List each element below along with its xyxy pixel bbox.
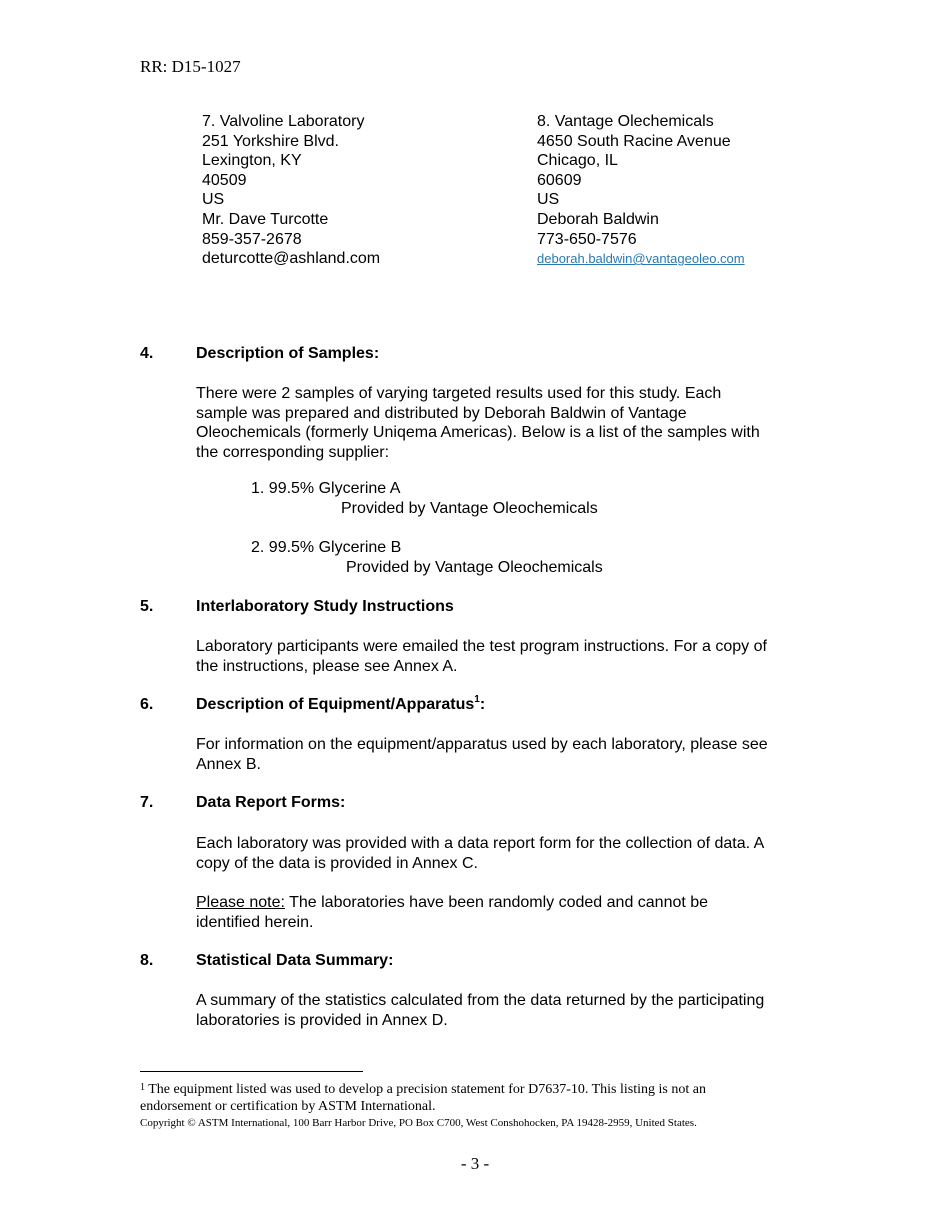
sample-2-name: 2. 99.5% Glycerine B	[251, 539, 402, 556]
section-5-number: 5.	[140, 598, 154, 615]
section-8-number: 8.	[140, 952, 154, 969]
section-6-body	[196, 735, 826, 774]
report-id: RR: D15-1027	[140, 57, 241, 76]
lab-7-country: US	[202, 191, 225, 209]
note-text-line2: identified herein.	[196, 913, 314, 931]
page-number: - 3 -	[460, 1154, 490, 1173]
lab-7-name: 7. Valvoline Laboratory	[202, 113, 365, 130]
footnote-reference: 1	[474, 694, 480, 705]
section-8-title: Statistical Data Summary:	[196, 952, 394, 969]
section-4-line: sample was prepared and distributed by Deborah Baldwin of Vantage	[196, 404, 687, 422]
footnote	[140, 1081, 706, 1115]
sample-1-name: 1. 99.5% Glycerine A	[251, 480, 401, 497]
section-8-body	[196, 991, 826, 1030]
lab-8-street: 4650 South Racine Avenue	[537, 132, 731, 150]
lab-address-8	[537, 112, 745, 269]
lab-7-zip: 40509	[202, 171, 247, 189]
lab-7-contact: Mr. Dave Turcotte	[202, 210, 329, 228]
section-4-line: There were 2 samples of varying targeted results used for this study. Each	[196, 385, 722, 402]
section-4-title: Description of Samples:	[196, 345, 380, 362]
footnote-text: The equipment listed was used to develop a precision statement for D7637-10. This listing is not an	[145, 1082, 706, 1097]
section-6-title	[196, 696, 485, 714]
lab-8-city: Chicago, IL	[537, 152, 618, 170]
lab-8-zip: 60609	[537, 171, 582, 189]
section-6-title-text: Description of Equipment/Apparatus	[196, 696, 475, 713]
section-6-line: Annex B.	[196, 755, 261, 773]
section-7-line: copy of the data is provided in Annex C.	[196, 854, 478, 872]
section-7-line: Each laboratory was provided with a data report form for the collection of data. A	[196, 835, 765, 852]
section-4-body	[196, 384, 826, 462]
section-5-line: Laboratory participants were emailed the test program instructions. For a copy of	[196, 638, 767, 655]
section-6-title-suffix: :	[479, 696, 486, 713]
section-6-line: For information on the equipment/apparatus used by each laboratory, please see	[196, 736, 768, 753]
lab-7-email: deturcotte@ashland.com	[202, 250, 381, 268]
section-4-line: the corresponding supplier:	[196, 443, 390, 461]
section-4-line: Oleochemicals (formerly Uniqema Americas). Below is a list of the samples with	[196, 424, 760, 442]
section-5-body	[196, 637, 826, 676]
lab-8-phone: 773-650-7576	[537, 230, 637, 248]
section-4-number: 4.	[140, 345, 154, 362]
lab-address-7	[202, 112, 380, 269]
note-label: Please note:	[196, 894, 285, 911]
sample-2-provider: Provided by Vantage Oleochemicals	[346, 559, 603, 576]
section-7-body	[196, 834, 826, 873]
footnote-mark: 1	[140, 1082, 145, 1093]
section-8-line: laboratories is provided in Annex D.	[196, 1011, 448, 1029]
section-5-line: the instructions, please see Annex A.	[196, 657, 458, 675]
section-7-number: 7.	[140, 794, 154, 811]
section-7-title: Data Report Forms:	[196, 794, 346, 811]
lab-7-phone: 859-357-2678	[202, 230, 302, 248]
section-7-note	[196, 893, 826, 932]
lab-8-name: 8. Vantage Olechemicals	[537, 113, 714, 130]
section-6-number: 6.	[140, 696, 154, 713]
section-8-line: A summary of the statistics calculated from the data returned by the participating	[196, 992, 765, 1009]
copyright-notice: Copyright © ASTM International, 100 Barr Harbor Drive, PO Box C700, West Conshohocken, PA 19428-2959, United States.	[140, 1117, 697, 1129]
sample-1-provider: Provided by Vantage Oleochemicals	[341, 500, 598, 517]
lab-8-email-link[interactable]: deborah.baldwin@vantageoleo.com	[537, 251, 745, 267]
lab-7-city: Lexington, KY	[202, 152, 302, 170]
section-5-title: Interlaboratory Study Instructions	[196, 598, 454, 615]
lab-8-country: US	[537, 191, 560, 209]
lab-7-street: 251 Yorkshire Blvd.	[202, 132, 339, 150]
footnote-divider	[140, 1071, 363, 1072]
note-text: The laboratories have been randomly coded and cannot be	[284, 894, 709, 911]
lab-8-contact: Deborah Baldwin	[537, 210, 659, 228]
footnote-text-line2: endorsement or certification by ASTM International.	[140, 1099, 436, 1114]
